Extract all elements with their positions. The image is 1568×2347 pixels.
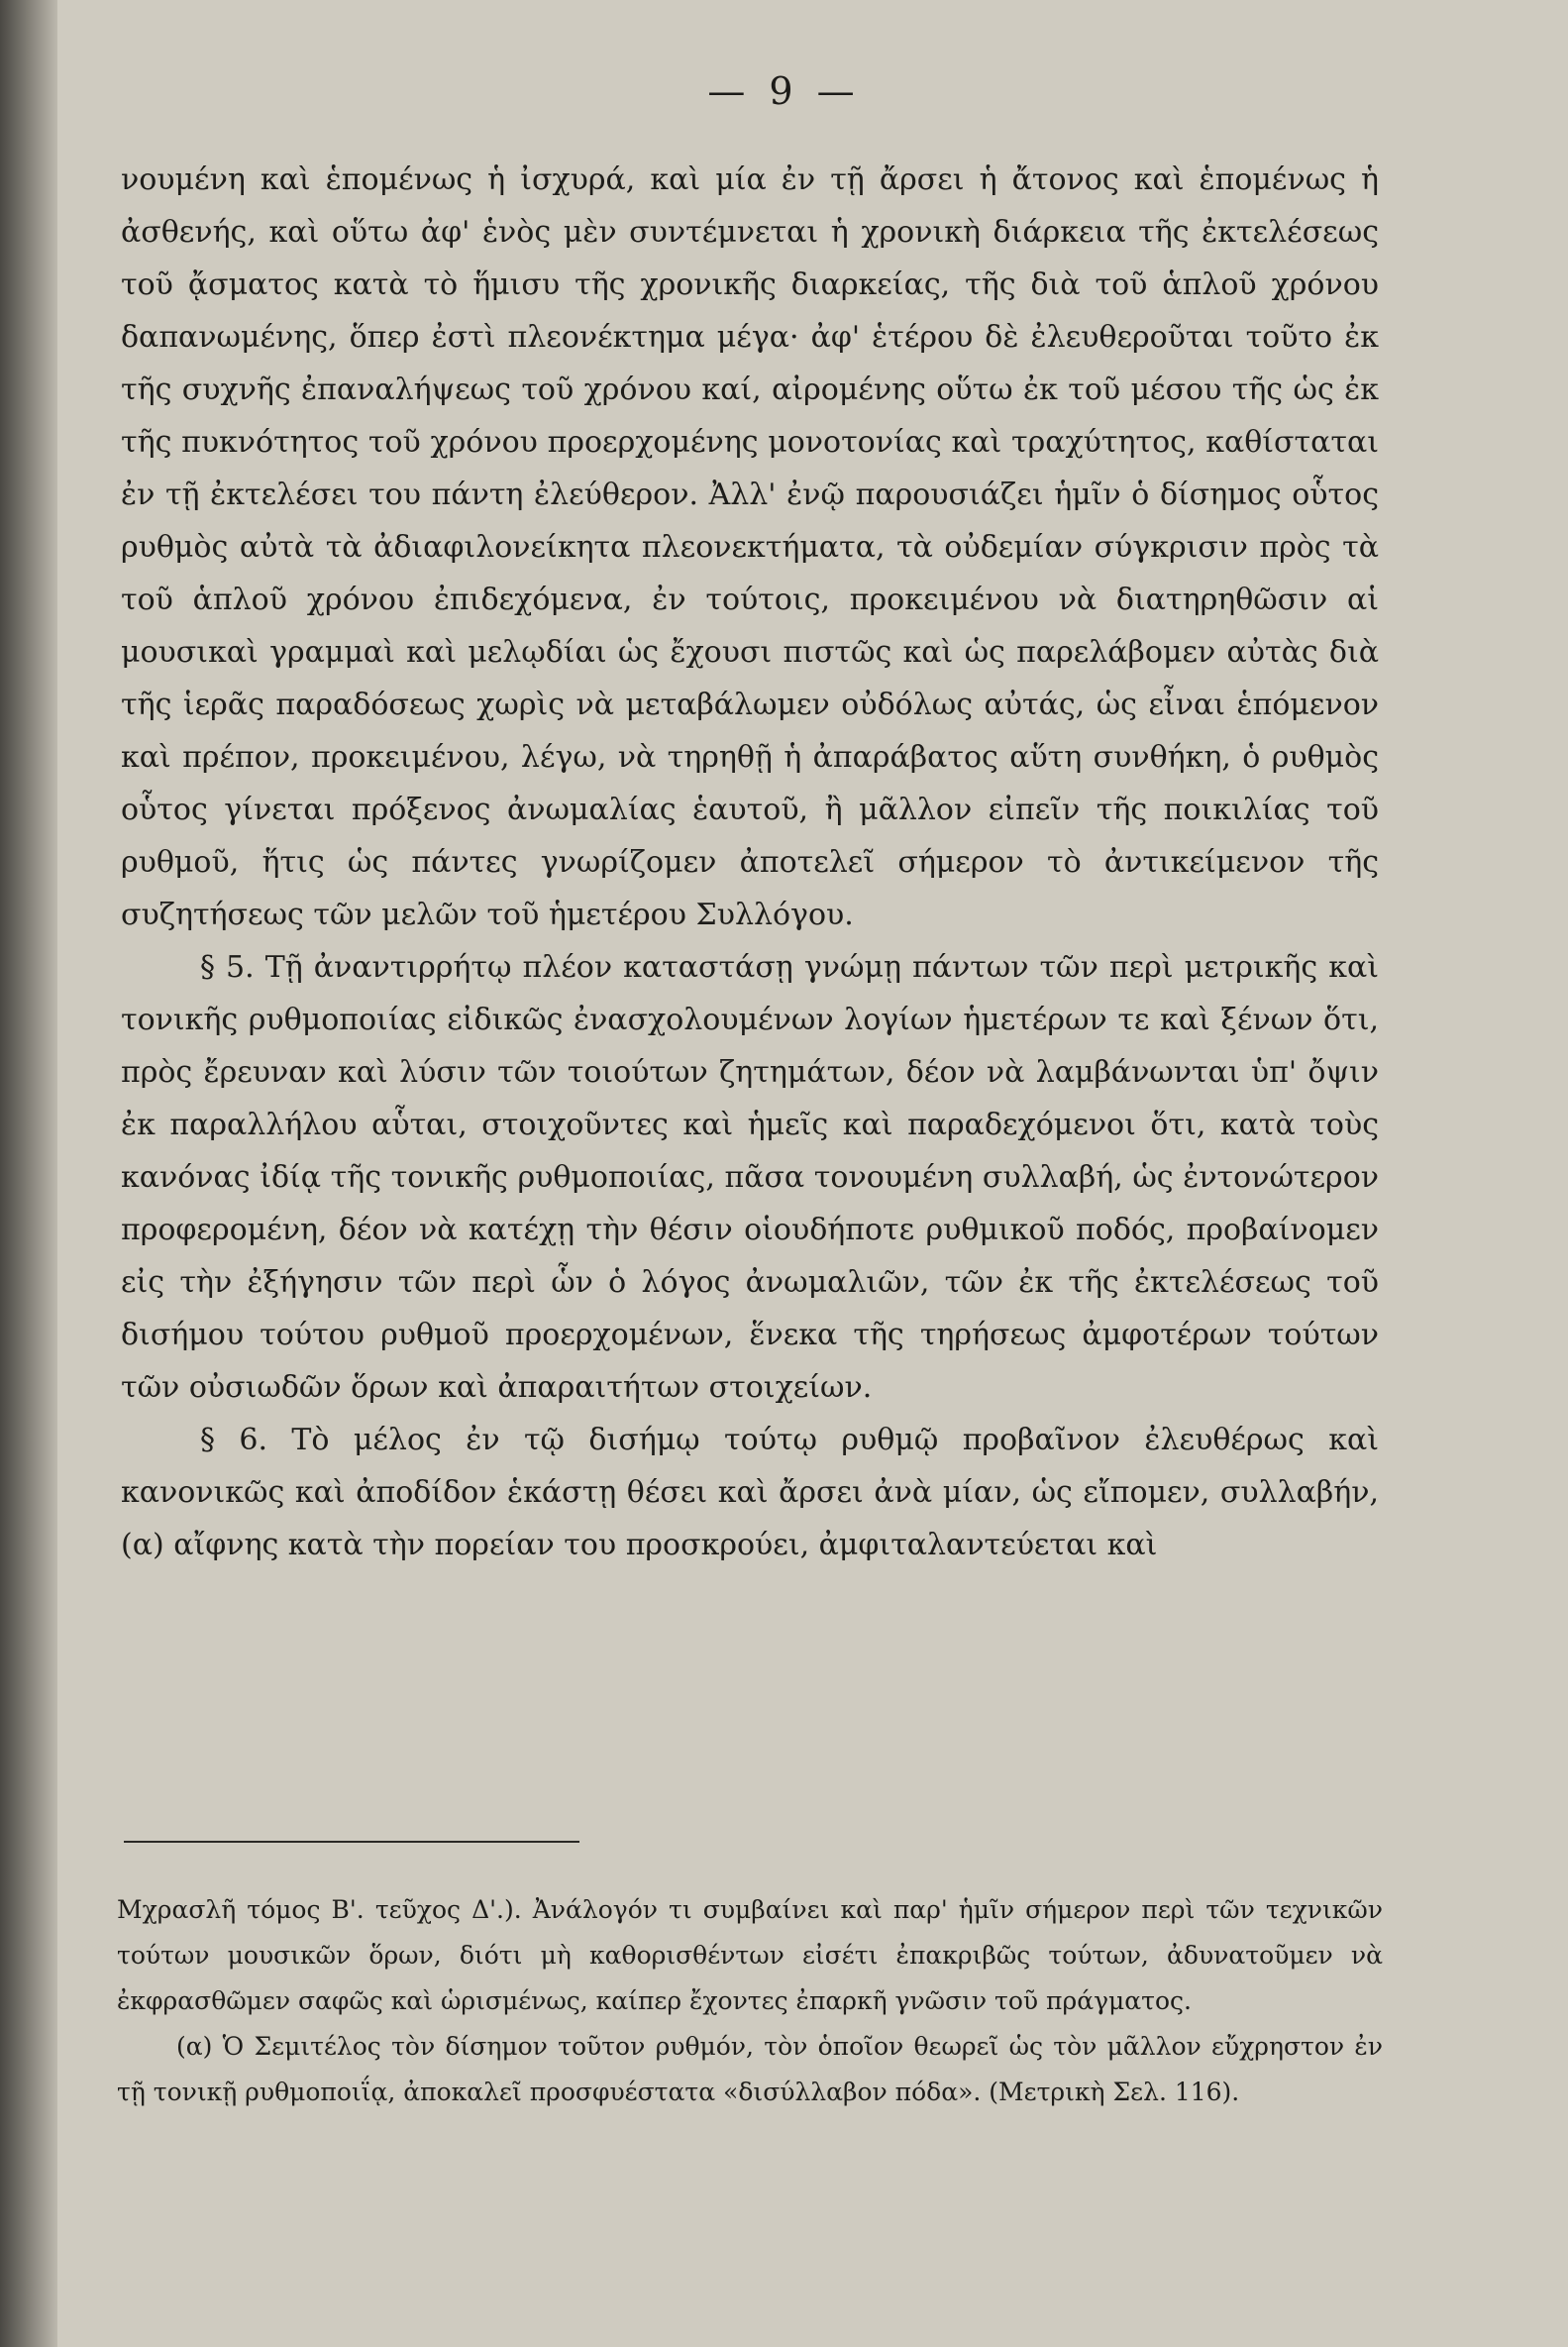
footnotes <box>117 1887 1383 2115</box>
footnote-divider <box>124 1841 579 1843</box>
page-number: — 9 — <box>707 69 861 113</box>
paragraph-1: νουμένη καὶ ἑπομένως ἡ ἰσχυρά, καὶ μία ἐν τῇ ἄρσει ἡ ἄτονος καὶ ἑπομένως ἡ ἀσθενής, καὶ οὕτω ἀφ' ἑνὸς μὲν συντέμνεται ἡ χρονικὴ διάρκεια τῆς ἐκτελέσεως τοῦ ᾄσματος κατὰ τὸ ἥμισυ τῆς χρονικῆς διαρκείας, τῆς διὰ τοῦ ἁπλοῦ χρόνου δαπανωμένης, ὅπερ ἐστὶ πλεονέκτημα μέγα· ἀφ' ἑτέρου δὲ ἐλευθεροῦται τοῦτο ἐκ τῆς συχνῆς ἐπαναλήψεως τοῦ χρόνου καί, αἰρομένης οὕτω ἐκ τοῦ μέσου τῆς ὡς ἐκ τῆς πυκνότητος τοῦ χρόνου προερχομένης μονοτονίας καὶ τραχύτητος, καθίσταται ἐν τῇ ἐκτελέσει του πάντη ἐλεύθερον. Ἀλλ' ἐνῷ παρουσιάζει ἡμῖν ὁ δίσημος οὗτος ρυθμὸς αὐτὰ τὰ ἀδιαφιλονείκητα πλεονεκτήματα, τὰ οὐδεμίαν σύγκρισιν πρὸς τὰ τοῦ ἁπλοῦ χρόνου ἐπιδεχόμενα, ἐν τούτοις, προκειμένου νὰ διατηρηθῶσιν αἱ μουσικαὶ γραμμαὶ καὶ μελῳδίαι ὡς ἔχουσι πιστῶς καὶ ὡς παρελάβομεν αὐτὰς διὰ τῆς ἱερᾶς παραδόσεως χωρὶς νὰ μεταβάλωμεν οὐδόλως αὐτάς, ὡς εἶναι ἑπόμενον καὶ πρέπον, προκειμένου, λέγω, νὰ τηρηθῇ ἡ ἀπαράβατος αὕτη συνθήκη, ὁ ρυθμὸς οὗτος γίνεται πρόξενος ἀνωμαλίας ἑαυτοῦ, ἢ μᾶλλον εἰπεῖν τῆς ποικιλίας τοῦ ρυθμοῦ, ἥτις ὡς πάντες γνωρίζομεν ἀποτελεῖ σήμερον τὸ ἀντικείμενον τῆς συζητήσεως τῶν μελῶν τοῦ ἡμετέρου Συλλόγου. <box>121 162 1379 932</box>
footnote-continuation: Μχρασλῆ τόμος Β'. τεῦχος Δ'.). Ἀνάλογόν τι συμβαίνει καὶ παρ' ἡμῖν σήμερον περὶ τῶν τεχνικῶν τούτων μουσικῶν ὅρων, διότι μὴ καθορισθέντων εἰσέτι ἐπακριβῶς τούτων, ἀδυνατοῦμεν νὰ ἐκφρασθῶμεν σαφῶς καὶ ὡρισμένως, καίπερ ἔχοντες ἐπαρκῆ γνῶσιν τοῦ πράγματος. <box>117 1895 1383 2015</box>
footnote-a: (α) Ὁ Σεμιτέλος τὸν δίσημον τοῦτον ρυθμόν, τὸν ὁποῖον θεωρεῖ ὡς τὸν μᾶλλον εὔχρηστον ἐν τῇ τονικῇ ρυθμοποιΐᾳ, ἀποκαλεῖ προσφυέστατα «δισύλλαβον πόδα». (Μετρικὴ Σελ. 116). <box>117 2032 1383 2106</box>
main-text <box>121 154 1379 1571</box>
paragraph-section-6: § 6. Τὸ μέλος ἐν τῷ δισήμῳ τούτῳ ρυθμῷ προβαῖνον ἐλευθέρως καὶ κανονικῶς καὶ ἀποδίδον ἑκάστῃ θέσει καὶ ἄρσει ἀνὰ μίαν, ὡς εἴπομεν, συλλαβήν, (α) αἴφνης κατὰ τὴν πορείαν του προσκρούει, ἀμφιταλαντεύεται καὶ <box>121 1423 1379 1562</box>
paragraph-section-5: § 5. Τῇ ἀναντιρρήτῳ πλέον καταστάσῃ γνώμῃ πάντων τῶν περὶ μετρικῆς καὶ τονικῆς ρυθμοποιίας εἰδικῶς ἐνασχολουμένων λογίων ἡμετέρων τε καὶ ξένων ὅτι, πρὸς ἔρευναν καὶ λύσιν τῶν τοιούτων ζητημάτων, δέον νὰ λαμβάνωνται ὑπ' ὄψιν ἐκ παραλλήλου αὗται, στοιχοῦντες καὶ ἡμεῖς καὶ παραδεχόμενοι ὅτι, κατὰ τοὺς κανόνας ἰδίᾳ τῆς τονικῆς ρυθμοποιίας, πᾶσα τονουμένη συλλαβή, ὡς ἐντονώτερον προφερομένη, δέον νὰ κατέχῃ τὴν θέσιν οἱουδήποτε ρυθμικοῦ ποδός, προβαίνομεν εἰς τὴν ἐξήγησιν τῶν περὶ ὧν ὁ λόγος ἀνωμαλιῶν, τῶν ἐκ τῆς ἐκτελέσεως τοῦ δισήμου τούτου ρυθμοῦ προερχομένων, ἕνεκα τῆς τηρήσεως ἀμφοτέρων τούτων τῶν οὐσιωδῶν ὅρων καὶ ἀπαραιτήτων στοιχείων. <box>121 950 1379 1405</box>
book-spine-shadow <box>0 0 57 2347</box>
